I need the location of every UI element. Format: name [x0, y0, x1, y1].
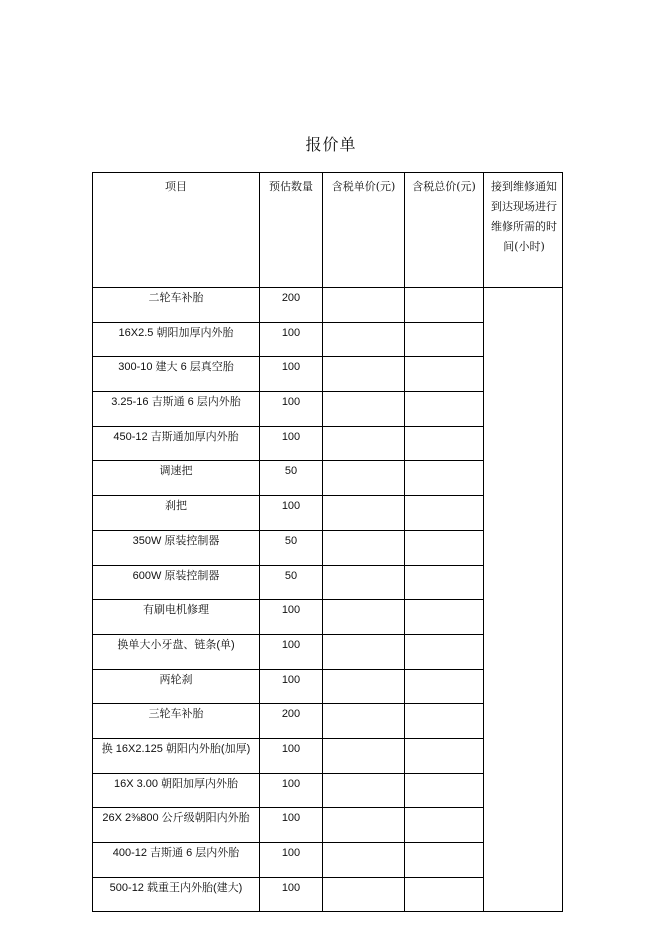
unit-price-cell: [323, 773, 405, 808]
quotation-table: [92, 172, 563, 912]
quantity-cell: 100: [260, 773, 323, 808]
unit-price-cell: [323, 669, 405, 704]
quantity-cell: 100: [260, 496, 323, 531]
item-cell: 调速把: [93, 461, 260, 496]
total-price-cell: [405, 288, 484, 323]
unit-price-cell: [323, 288, 405, 323]
item-cell: 350W 原装控制器: [93, 530, 260, 565]
header-response-time: 接到维修通知到达现场进行维修所需的时间(小时): [484, 173, 563, 288]
unit-price-cell: [323, 496, 405, 531]
total-price-cell: [405, 808, 484, 843]
unit-price-cell: [323, 634, 405, 669]
item-cell: 600W 原装控制器: [93, 565, 260, 600]
unit-price-cell: [323, 565, 405, 600]
unit-price-cell: [323, 357, 405, 392]
total-price-cell: [405, 773, 484, 808]
item-cell: 16X2.5 朝阳加厚内外胎: [93, 322, 260, 357]
table-header-row: [93, 173, 563, 288]
unit-price-cell: [323, 461, 405, 496]
total-price-cell: [405, 669, 484, 704]
item-cell: 刹把: [93, 496, 260, 531]
document-title: 报价单: [305, 135, 357, 154]
unit-price-cell: [323, 530, 405, 565]
quantity-cell: 200: [260, 704, 323, 739]
item-cell: 400-12 吉斯通 6 层内外胎: [93, 843, 260, 878]
total-price-cell: [405, 322, 484, 357]
total-price-cell: [405, 634, 484, 669]
item-cell: 换 16X2.125 朝阳内外胎(加厚): [93, 738, 260, 773]
unit-price-cell: [323, 600, 405, 635]
response-time-cell: [484, 288, 563, 912]
unit-price-cell: [323, 426, 405, 461]
total-price-cell: [405, 565, 484, 600]
unit-price-cell: [323, 808, 405, 843]
quantity-cell: 50: [260, 565, 323, 600]
unit-price-cell: [323, 704, 405, 739]
unit-price-cell: [323, 392, 405, 427]
header-unit-price: 含税单价(元): [323, 173, 405, 288]
quantity-cell: 100: [260, 322, 323, 357]
quantity-cell: 100: [260, 634, 323, 669]
unit-price-cell: [323, 738, 405, 773]
total-price-cell: [405, 600, 484, 635]
quantity-cell: 200: [260, 288, 323, 323]
item-cell: 两轮刹: [93, 669, 260, 704]
item-cell: 26X 2⅜800 公斤级朝阳内外胎: [93, 808, 260, 843]
total-price-cell: [405, 392, 484, 427]
item-cell: 450-12 吉斯通加厚内外胎: [93, 426, 260, 461]
item-cell: 有刷电机修理: [93, 600, 260, 635]
header-total-price: 含税总价(元): [405, 173, 484, 288]
quantity-cell: 100: [260, 738, 323, 773]
quantity-cell: 50: [260, 530, 323, 565]
header-quantity: 预估数量: [260, 173, 323, 288]
total-price-cell: [405, 357, 484, 392]
unit-price-cell: [323, 322, 405, 357]
item-cell: 换单大小牙盘、链条(单): [93, 634, 260, 669]
quantity-cell: 100: [260, 357, 323, 392]
quantity-cell: 100: [260, 808, 323, 843]
quantity-cell: 100: [260, 843, 323, 878]
total-price-cell: [405, 461, 484, 496]
item-cell: 500-12 载重王内外胎(建大): [93, 877, 260, 912]
table-body: [93, 288, 563, 912]
quantity-cell: 100: [260, 600, 323, 635]
total-price-cell: [405, 426, 484, 461]
quantity-cell: 100: [260, 392, 323, 427]
unit-price-cell: [323, 877, 405, 912]
quantity-cell: 100: [260, 426, 323, 461]
header-item: 项目: [93, 173, 260, 288]
quantity-cell: 50: [260, 461, 323, 496]
total-price-cell: [405, 704, 484, 739]
item-cell: 二轮车补胎: [93, 288, 260, 323]
unit-price-cell: [323, 843, 405, 878]
item-cell: 16X 3.00 朝阳加厚内外胎: [93, 773, 260, 808]
total-price-cell: [405, 496, 484, 531]
item-cell: 3.25-16 吉斯通 6 层内外胎: [93, 392, 260, 427]
item-cell: 300-10 建大 6 层真空胎: [93, 357, 260, 392]
total-price-cell: [405, 738, 484, 773]
total-price-cell: [405, 530, 484, 565]
quantity-cell: 100: [260, 877, 323, 912]
total-price-cell: [405, 877, 484, 912]
item-cell: 三轮车补胎: [93, 704, 260, 739]
quantity-cell: 100: [260, 669, 323, 704]
total-price-cell: [405, 843, 484, 878]
table-row: [93, 288, 563, 323]
